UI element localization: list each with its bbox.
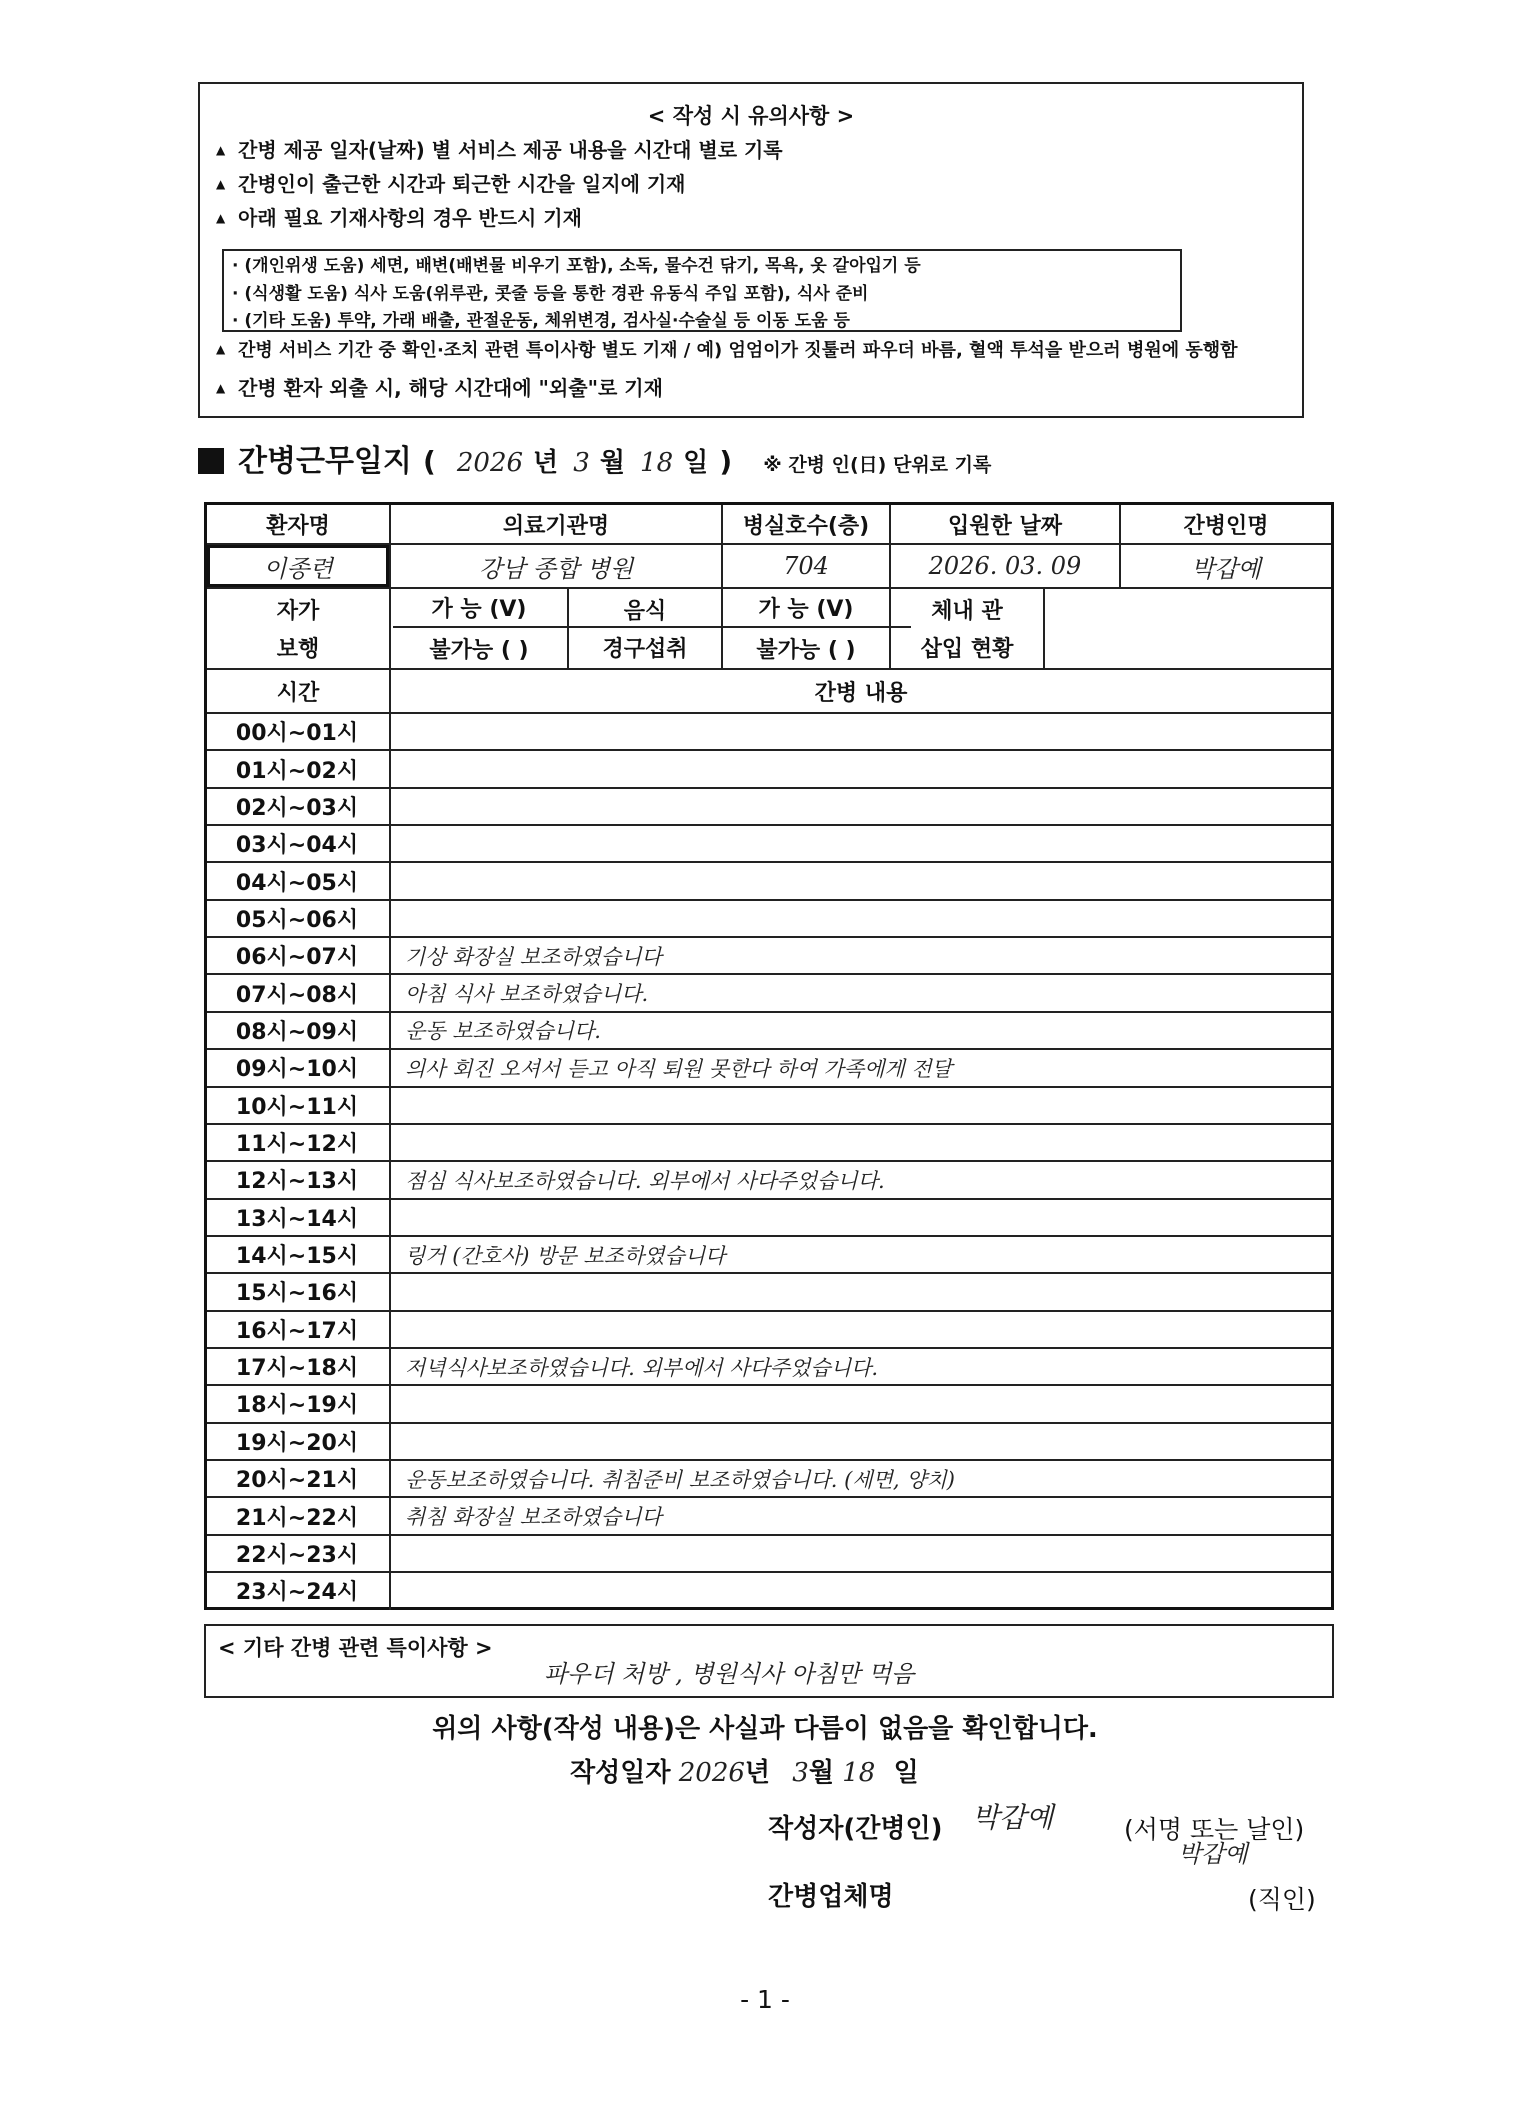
care-content-cell[interactable] [393, 713, 1323, 750]
log-month[interactable]: 3 [573, 448, 590, 478]
eating-possible-checkbox[interactable]: 가 능 (V) [758, 597, 854, 622]
eating-label-2: 경구섭취 [602, 636, 688, 662]
header-caregiver: 간병인명 [1183, 513, 1269, 539]
tube-label-2: 삽입 현황 [920, 636, 1014, 662]
table-line [389, 668, 391, 1610]
notice-line-4: ▲ 간병 서비스 기간 중 확인·조치 관련 특이사항 별도 기재 / 예) 엄엄이가 짓툴러 파우더 바름, 혈액 투석을 받으러 병원에 동행함 [216, 340, 1238, 361]
written-day[interactable]: 18 [842, 1758, 876, 1788]
tube-label-1: 체내 관 [931, 598, 1003, 624]
tube-value[interactable] [1045, 589, 1331, 668]
signature-mark: 박갑예 [1178, 1840, 1248, 1868]
notice-item-meal: · (식생활 도움) 식사 도움(위루관, 콧줄 등을 통한 경관 유동식 주입 포함), 식사 준비 [232, 284, 869, 304]
time-slot-label: 16시~17시 [235, 1318, 359, 1344]
time-slot-label: 01시~02시 [235, 758, 359, 784]
header-room: 병실호수(층) [742, 513, 870, 539]
hospital-value[interactable]: 강남 종합 병원 [478, 554, 634, 583]
notice-item-other: · (기타 도움) 투약, 가래 배출, 관절운동, 체위변경, 검사실·수술실 등 이동 도움 등 [232, 311, 850, 331]
care-content-cell[interactable]: 취침 화장실 보조하였습니다 [405, 1505, 662, 1530]
care-content-cell[interactable] [393, 1572, 1323, 1609]
time-slot-label: 07시~08시 [235, 982, 359, 1008]
bullet-triangle-icon: ▲ [216, 342, 226, 356]
care-content-cell[interactable]: 저녁식사보조하였습니다. 외부에서 사다주었습니다. [405, 1355, 878, 1380]
notice-item-hygiene: · (개인위생 도움) 세면, 배변(배변물 비우기 포함), 소독, 물수건 닦기, 목욕, 옷 갈아입기 등 [232, 256, 921, 276]
care-content-cell[interactable] [393, 1199, 1323, 1236]
time-slot-label: 09시~10시 [235, 1057, 359, 1083]
notice-box [198, 82, 1304, 418]
time-slot-label: 18시~19시 [235, 1393, 359, 1419]
eating-impossible-checkbox[interactable]: 불가능 ( ) [756, 637, 856, 663]
bullet-triangle-icon: ▲ [216, 381, 226, 395]
signature-note: (서명 또는 날인) [1124, 1815, 1305, 1844]
notice-line-5: ▲ 간병 환자 외출 시, 해당 시간대에 "외출"로 기재 [216, 376, 663, 400]
notice-required-items-box [222, 249, 1182, 332]
page-title: 간병근무일지 [238, 444, 412, 479]
care-content-cell[interactable] [393, 750, 1323, 787]
bullet-triangle-icon: ▲ [216, 177, 226, 191]
remarks-box [204, 1624, 1334, 1698]
care-content-cell[interactable] [393, 1423, 1323, 1460]
time-slot-label: 10시~11시 [235, 1094, 359, 1120]
page-number: - 1 - [740, 1985, 790, 2014]
walking-possible-checkbox[interactable]: 가 능 (V) [431, 597, 527, 622]
time-slot-label: 15시~16시 [235, 1281, 359, 1307]
header-admission-date: 입원한 날짜 [948, 513, 1062, 539]
care-content-cell[interactable] [393, 1087, 1323, 1124]
care-content-cell[interactable] [393, 1311, 1323, 1348]
seal-note: (직인) [1248, 1885, 1316, 1914]
time-slot-label: 23시~24시 [235, 1580, 359, 1606]
time-slot-label: 03시~04시 [235, 833, 359, 859]
care-content-cell[interactable]: 운동보조하였습니다. 취침준비 보조하였습니다. (세면, 양치) [405, 1467, 955, 1492]
walking-impossible-checkbox[interactable]: 불가능 ( ) [429, 637, 529, 663]
care-content-cell[interactable] [393, 788, 1323, 825]
content-header: 간병 내용 [814, 680, 908, 706]
time-slot-label: 11시~12시 [235, 1132, 359, 1158]
time-slot-label: 08시~09시 [235, 1019, 359, 1045]
header-patient-name: 환자명 [266, 513, 330, 539]
time-slot-label: 17시~18시 [235, 1356, 359, 1382]
remarks-value[interactable]: 파우더 처방 , 병원식사 아침만 먹음 [544, 1660, 915, 1688]
time-slot-label: 14시~15시 [235, 1244, 359, 1270]
admission-date-value[interactable]: 2026. 03. 09 [928, 552, 1082, 580]
written-date: 작성일자 2026년 3월 18 일 [570, 1758, 919, 1788]
log-year[interactable]: 2026 [456, 448, 524, 478]
care-content-cell[interactable]: 아침 식사 보조하였습니다. [405, 982, 649, 1007]
walking-label-2: 보행 [276, 636, 320, 662]
time-slot-label: 04시~05시 [235, 870, 359, 896]
caregiver-value[interactable]: 박갑예 [1191, 554, 1261, 583]
care-content-cell[interactable]: 운동 보조하였습니다. [405, 1019, 601, 1044]
care-content-cell[interactable] [393, 862, 1323, 899]
writer-label: 작성자(간병인) [768, 1814, 943, 1844]
notice-title: < 작성 시 유의사항 > [647, 104, 855, 128]
time-slot-label: 13시~14시 [235, 1206, 359, 1232]
time-slot-label: 00시~01시 [235, 721, 359, 747]
time-slot-label: 22시~23시 [235, 1542, 359, 1568]
remarks-label: < 기타 간병 관련 특이사항 > [218, 1636, 493, 1660]
time-slot-label: 12시~13시 [235, 1169, 359, 1195]
eating-label-1: 음식 [623, 598, 667, 624]
log-day[interactable]: 18 [640, 448, 674, 478]
written-month[interactable]: 3 [792, 1758, 809, 1788]
care-content-cell[interactable] [393, 1124, 1323, 1161]
care-content-cell[interactable] [393, 825, 1323, 862]
room-value[interactable]: 704 [783, 552, 829, 580]
notice-line-1: ▲ 간병 제공 일자(날짜) 별 서비스 제공 내용을 시간대 별로 기록 [216, 138, 783, 162]
care-content-cell[interactable] [393, 900, 1323, 937]
header-hospital: 의료기관명 [502, 513, 610, 539]
notice-line-2: ▲ 간병인이 출근한 시간과 퇴근한 시간을 일지에 기재 [216, 172, 686, 196]
notice-line-3: ▲ 아래 필요 기재사항의 경우 반드시 기재 [216, 206, 582, 230]
care-content-cell[interactable]: 의사 회진 오셔서 듣고 아직 퇴원 못한다 하여 가족에게 전달 [405, 1056, 952, 1081]
written-year[interactable]: 2026 [678, 1758, 745, 1788]
care-content-cell[interactable]: 기상 화장실 보조하였습니다 [405, 944, 662, 969]
care-content-cell[interactable] [393, 1535, 1323, 1572]
agency-label: 간병업체명 [768, 1882, 894, 1912]
time-header: 시간 [276, 680, 320, 706]
bullet-triangle-icon: ▲ [216, 211, 226, 225]
care-content-cell[interactable] [393, 1385, 1323, 1422]
patient-name-value[interactable]: 이종련 [207, 545, 389, 587]
care-content-cell[interactable] [393, 1273, 1323, 1310]
bullet-triangle-icon: ▲ [216, 143, 226, 157]
care-content-cell[interactable]: 링거 (간호사) 방문 보조하였습니다 [405, 1243, 726, 1268]
time-slot-label: 02시~03시 [235, 795, 359, 821]
walking-label-1: 자가 [276, 598, 320, 624]
square-bullet-icon [198, 448, 224, 474]
writer-signature[interactable]: 박갑예 [972, 1801, 1054, 1834]
log-heading: 간병근무일지 ( 2026 년 3 월 18 일 ) ※ 간병 인(日) 단위로 기록 [198, 436, 991, 480]
time-slot-label: 21시~22시 [235, 1505, 359, 1531]
time-slot-label: 06시~07시 [235, 945, 359, 971]
heading-note: ※ 간병 인(日) 단위로 기록 [763, 454, 992, 476]
time-slot-label: 19시~20시 [235, 1430, 359, 1456]
confirm-statement: 위의 사항(작성 내용)은 사실과 다름이 없음을 확인합니다. [432, 1714, 1098, 1744]
time-slot-label: 20시~21시 [235, 1468, 359, 1494]
care-content-cell[interactable]: 점심 식사보조하였습니다. 외부에서 사다주었습니다. [405, 1168, 885, 1193]
care-log-table [204, 502, 1334, 1610]
time-slot-label: 05시~06시 [235, 907, 359, 933]
